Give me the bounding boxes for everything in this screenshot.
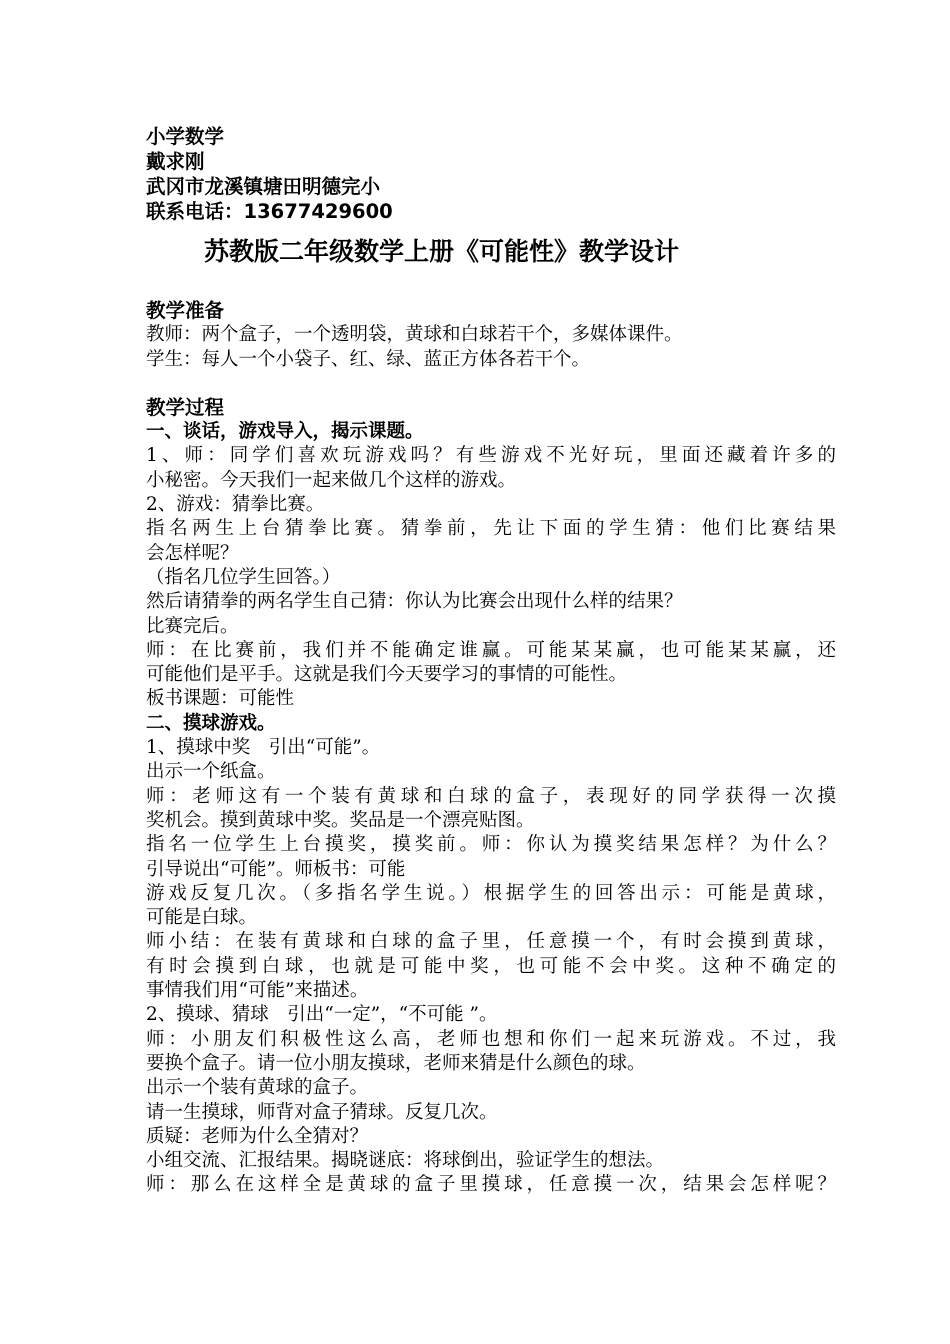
paragraph-line: 可能他们是平手。这就是我们今天要学习的事情的可能性。 <box>146 664 628 686</box>
part1-heading: 一、谈话，游戏导入，揭示课题。 <box>146 421 424 443</box>
paragraph-line: 出示一个纸盒。 <box>146 761 276 783</box>
document-title: 苏教版二年级数学上册《可能性》教学设计 <box>204 237 680 266</box>
paragraph-line: 师小结：在装有黄球和白球的盒子里，任意摸一个，有时会摸到黄球， <box>146 931 836 953</box>
paragraph-line: 师：那么在这样全是黄球的盒子里摸球，任意摸一次，结果会怎样呢？ <box>146 1174 836 1196</box>
paragraph-line: 小组交流、汇报结果。揭晓谜底：将球倒出，验证学生的想法。 <box>146 1150 665 1172</box>
prep-line: 学生：每人一个小袋子、红、绿、蓝正方体各若干个。 <box>146 348 591 370</box>
paragraph-line: 有时会摸到白球，也就是可能中奖，也可能不会中奖。这种不确定的 <box>146 955 836 977</box>
paragraph-line: 师：在比赛前，我们并不能确定谁赢。可能某某赢，也可能某某赢，还 <box>146 639 836 661</box>
paragraph-line: 板书课题：可能性 <box>146 688 295 710</box>
paragraph-line: 请一生摸球，师背对盒子猜球。反复几次。 <box>146 1101 498 1123</box>
part2-heading: 二、摸球游戏。 <box>146 712 276 734</box>
paragraph-line: 可能是白球。 <box>146 907 258 929</box>
paragraph-line: 指名两生上台猜拳比赛。猜拳前，先让下面的学生猜：他们比赛结果 <box>146 518 836 540</box>
paragraph-line: 质疑：老师为什么全猜对？ <box>146 1125 369 1147</box>
paragraph-line: 然后请猜拳的两名学生自己猜：你认为比赛会出现什么样的结果？ <box>146 591 683 613</box>
prep-line: 教师：两个盒子，一个透明袋，黄球和白球若干个，多媒体课件。 <box>146 324 683 346</box>
subject-label: 小学数学 <box>146 125 225 148</box>
document-content <box>146 124 836 1198</box>
paragraph-line: 游戏反复几次。（多指名学生说。）根据学生的回答出示：可能是黄球， <box>146 882 836 904</box>
paragraph-line: 小秘密。今天我们一起来做几个这样的游戏。 <box>146 469 517 491</box>
contact-phone: 联系电话：13677429600 <box>146 200 393 223</box>
paragraph-line: 要换个盒子。请一位小朋友摸球，老师来猜是什么颜色的球。 <box>146 1052 646 1074</box>
paragraph-line: 1、摸球中奖 引出“可能”。 <box>146 737 381 759</box>
paragraph-line: 1、师：同学们喜欢玩游戏吗？有些游戏不光好玩，里面还藏着许多的 <box>146 445 836 467</box>
paragraph-line: 会怎样呢？ <box>146 542 239 564</box>
paragraph-line: （指名几位学生回答。） <box>146 566 341 588</box>
paragraph-line: 奖机会。摸到黄球中奖。奖品是一个漂亮贴图。 <box>146 809 535 831</box>
paragraph-line: 引导说出“可能”。师板书：可能 <box>146 858 406 880</box>
prep-heading: 教学准备 <box>146 299 225 322</box>
paragraph-line: 比赛完后。 <box>146 615 239 637</box>
school-name: 武冈市龙溪镇塘田明德完小 <box>146 175 381 198</box>
paragraph-line: 2、摸球、猜球 引出“一定”，“不可能 ”。 <box>146 1004 498 1026</box>
paragraph-line: 师：小朋友们积极性这么高，老师也想和你们一起来玩游戏。不过，我 <box>146 1028 836 1050</box>
paragraph-line: 2、游戏：猜拳比赛。 <box>146 494 325 516</box>
paragraph-line: 师：老师这有一个装有黄球和白球的盒子，表现好的同学获得一次摸 <box>146 785 836 807</box>
process-heading: 教学过程 <box>146 395 225 419</box>
paragraph-line: 出示一个装有黄球的盒子。 <box>146 1077 369 1099</box>
author-name: 戴求刚 <box>146 150 205 173</box>
paragraph-line: 指名一位学生上台摸奖，摸奖前。师：你认为摸奖结果怎样？为什么？ <box>146 834 836 856</box>
paragraph-line: 事情我们用“可能”来描述。 <box>146 980 369 1002</box>
